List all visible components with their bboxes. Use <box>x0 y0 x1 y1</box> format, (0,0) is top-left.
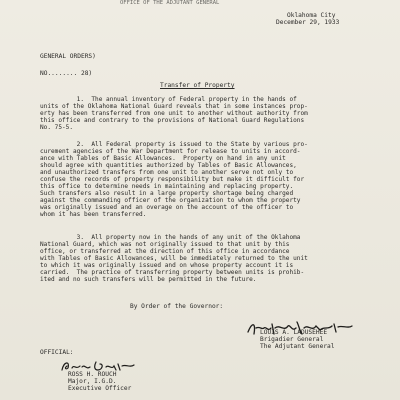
office-header: OFFICE OF THE ADJUTANT GENERAL <box>120 0 220 6</box>
paragraph-2: 2. All Federal property is issued to the State by various pro- curement agencies of the War Department for release to units in accord- ance with Tables of Basic Allowances. Property on hand in any unit should agree with quantities authorized by Tables of Basic Allowances, and unauthorized transfers from one unit to another serve not only to confuse the records of property responsibility but make it difficult for this office to determine needs in maintaining and replacing property. Such transfers also result in a large property shortage being charged against the commanding officer of the organization to whom the property was originally issued and an overage on the account of the officer to whom it has been transferred. <box>40 141 308 218</box>
by-order-line: By Order of the Governor: <box>130 303 224 310</box>
signer-block <box>260 330 335 351</box>
signer-rank: Brigadier General <box>260 335 324 343</box>
executive-name: ROSS H. ROUCH <box>68 371 117 378</box>
executive-title: Executive Officer <box>68 384 132 392</box>
paragraph-3: 3. All property now in the hands of any unit of the Oklahoma National Guard, which was not originally issued to that unit by this office, or transferred at the direction of this office in accordance with Tables of Basic Allowances, will be immediately returned to the unit to which it was originally issued and on whose property account it is carried. The practice of transferring property between units is prohib- ited and no such transfers will be permitted in the future. <box>40 234 308 283</box>
executive-block <box>68 372 131 393</box>
signer-name: LOUIS A. LADUSEHEE <box>260 329 328 336</box>
general-orders-label: GENERAL ORDERS) <box>40 53 96 60</box>
paragraph-1: 1. The annual inventory of Federal property in the hands of units of the Oklahoma National Guard reveals that in some instances prop- erty has been transferred from one unit to another without authority from this office and contrary to the provisions of National Guard Regulations No. 75-5. <box>40 96 308 131</box>
signer-title: The Adjutant General <box>260 342 335 350</box>
general-orders-number: NO........ 28) <box>40 70 93 77</box>
document-title: Transfer of Property <box>160 82 235 89</box>
executive-rank: Major, I.G.D. <box>68 377 117 385</box>
official-label: OFFICIAL: <box>40 349 74 356</box>
order-date: December 29, 1933 <box>276 19 340 26</box>
city: Oklahoma City <box>287 12 336 19</box>
